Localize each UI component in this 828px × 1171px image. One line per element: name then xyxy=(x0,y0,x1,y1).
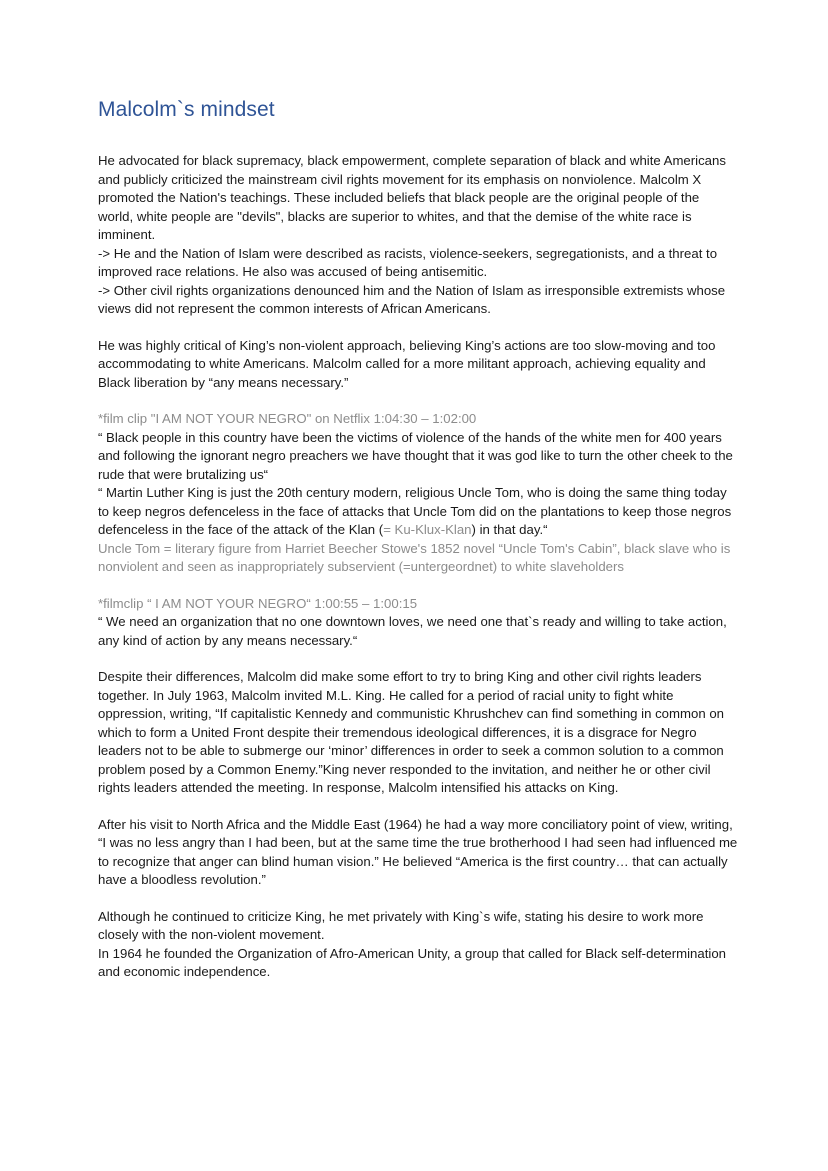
klan-note: = Ku-Klux-Klan xyxy=(383,522,472,537)
quote-2-start: “ Martin Luther King is just the 20th century modern, religious Uncle Tom, who is doing the same thing today to keep negros defenceless in the face of attacks that Uncle Tom did on the plantations to keep those negros defenceless in the face of the attack of the Klan ( xyxy=(98,485,732,537)
oaau-text: In 1964 he founded the Organization of Afro-American Unity, a group that called for Black self-determination and economic independence. xyxy=(98,945,726,979)
film-clip-2-quote: “ We need an organization that no one downtown loves, we need one that`s ready and willing to take action, any kind of action by any means necessary.“ xyxy=(98,614,727,648)
beliefs-text: He advocated for black supremacy, black empowerment, complete separation of black and white Americans and publicly criticized the mainstream civil rights movement for its emphasis on nonviolence. Malcolm X promoted the Nation's teachings. These included beliefs that black people are the original people of the world, white people are "devils", blacks are superior to whites, and that the demise of the white race is imminent. xyxy=(98,153,726,242)
critical-text: He was highly critical of King’s non-violent approach, believing King’s actions are too slow-moving and too accommodating to white Americans. Malcolm called for a more militant approach, achieving equality and Black liberation by “any means necessary.” xyxy=(98,337,716,390)
unity-text: Despite their differences, Malcolm did make some effort to try to bring King and other civil rights leaders together. In July 1963, Malcolm invited M.L. King. He called for a period of racial unity to fight white oppression, writing, “If capitalistic Kennedy and communistic Khrushchev can find something in common on which to form a United Front despite their tremendous ideological differences, it is a disgrace for Negro leaders not to be able to submerge our ‘minor’ differences in order to seek a common solution to a common problem posed by a Common Enemy.”King never responded to the invitation, and neither he or other civil rights leaders attended the meeting. In response, Malcolm intensified his attacks on King. xyxy=(98,669,724,795)
film-clip-1 xyxy=(98,410,738,577)
page-title: Malcolm`s mindset xyxy=(98,98,275,121)
kings-wife-text: Although he continued to criticize King, he met privately with King`s wife, stating his desire to work more closely with the non-violent movement. xyxy=(98,908,704,942)
film-clip-1-quote-1: “ Black people in this country have been the victims of violence of the hands of the white men for 400 years and following the ignorant negro preachers we have thought that it was god like to turn the other cheek to the rude that were brutalizing us“ xyxy=(98,429,733,482)
racism-accusation-text: -> He and the Nation of Islam were described as racists, violence-seekers, segregationists, and a threat to improved race relations. He also was accused of being antisemitic. xyxy=(98,245,718,279)
uncle-tom-note: Uncle Tom = literary figure from Harriet Beecher Stowe's 1852 novel “Uncle Tom's Cabin”, black slave who is nonviolent and seen as inappropriately subservient (=untergeordnet) to white slaveholders xyxy=(98,540,731,574)
document-content xyxy=(98,98,738,1000)
film-clip-1-quote-2 xyxy=(98,484,738,540)
paragraph-later-years xyxy=(98,908,738,982)
paragraph-critical-of-king xyxy=(98,337,738,393)
paragraph-beliefs xyxy=(98,152,738,319)
film-clip-2 xyxy=(98,595,738,651)
quote-2-end: ) in that day.“ xyxy=(471,522,548,537)
film-clip-1-heading: *film clip "I AM NOT YOUR NEGRO" on Netflix 1:04:30 – 1:02:00 xyxy=(98,411,477,426)
paragraph-unity-effort xyxy=(98,668,738,798)
paragraph-north-africa xyxy=(98,816,738,890)
denounced-text: -> Other civil rights organizations denounced him and the Nation of Islam as irresponsible extremists whose views did not represent the common interests of African Americans. xyxy=(98,282,726,316)
north-africa-text: After his visit to North Africa and the Middle East (1964) he had a way more conciliatory point of view, writing, “I was no less angry than I had been, but at the same time the true brotherhood I had seen had influenced me to recognize that anger can blind human vision.” He believed “America is the first country… that can actually have a bloodless revolution.” xyxy=(98,816,738,887)
film-clip-2-heading: *filmclip “ I AM NOT YOUR NEGRO“ 1:00:55 – 1:00:15 xyxy=(98,595,418,611)
